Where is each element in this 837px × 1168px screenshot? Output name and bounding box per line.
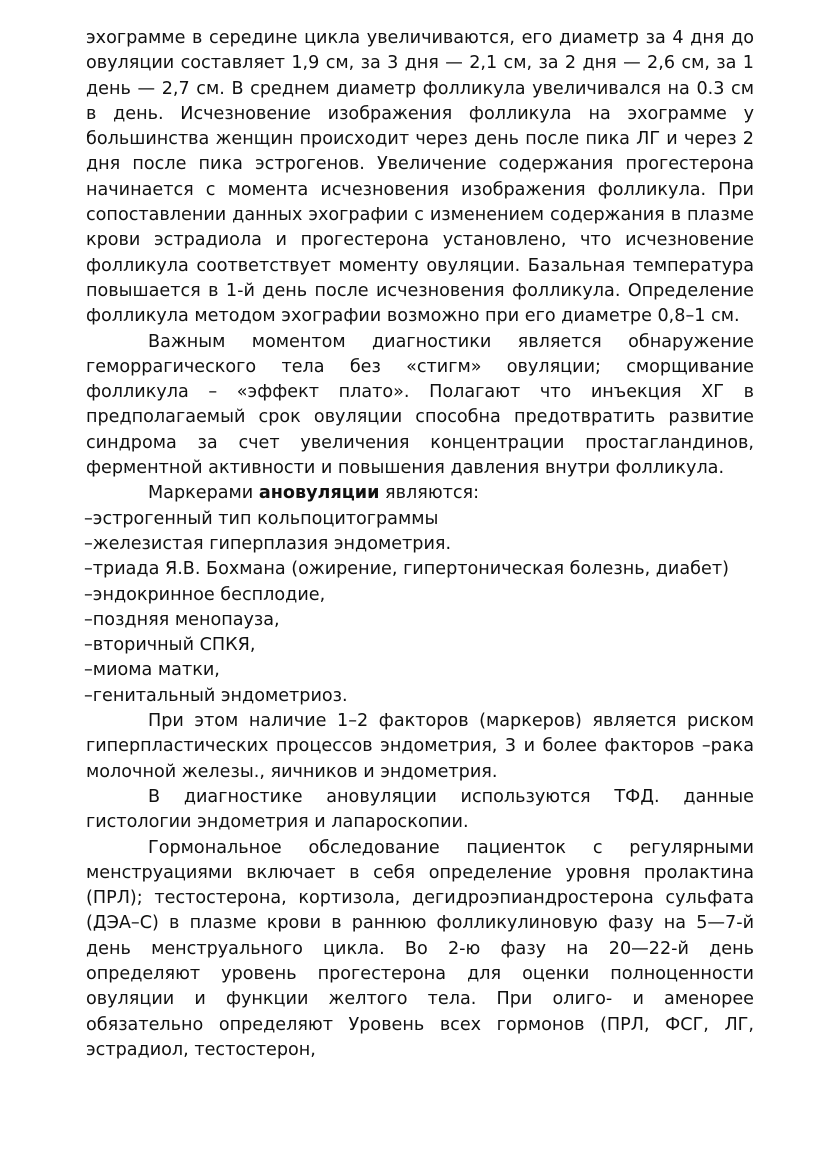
- markers-list: [84, 507, 754, 709]
- paragraph-hormonal-examination: Гормональное обследование пациенток с регулярными менструациями включает в себя определение уровня пролактина (ПРЛ); тестостерона, кортизола, дегидроэпиандростерона сульфата (ДЭА–С) в плазме крови в раннюю фолликулиновую фазу на 5—7-й день менструального цикла. Во 2-ю фазу на 20—22-й день определяют уровень прогестерона для оценки полноценности овуляции и функции желтого тела. При олиго- и аменорее обязательно определяют Уровень всех гормонов (ПРЛ, ФСГ, ЛГ, эстрадиол, тестостерон,: [86, 837, 754, 1060]
- markers-intro-prefix: Маркерами: [148, 483, 259, 504]
- list-item: –эстрогенный тип кольпоцитограммы: [84, 508, 439, 529]
- paragraph-anovulation-diagnostics: В диагностике ановуляции используются ТФД. данные гистологии эндометрия и лапароскопии.: [86, 786, 754, 833]
- list-item: –вторичный СПКЯ,: [84, 635, 256, 656]
- paragraph-echography: эхограмме в середине цикла увеличиваются, его диаметр за 4 дня до овуляции составляет 1,9 см, за 3 дня — 2,1 см, за 2 дня — 2,6 см, за 1 день — 2,7 см. В среднем диаметр фолликула увеличивался на 0.3 см в день. Исчезновение изображения фолликула на эхограмме у большинства женщин происходит через день после пика ЛГ и через 2 дня после пика эстрогенов. Увеличение содержания прогестерона начинается с момента исчезновения изображения фолликула. При сопоставлении данных эхографии с изменением содержания в плазме крови эстрадиола и прогестерона установлено, что исчезновение фолликула соответствует моменту овуляции. Базальная температура повышается в 1-й день после исчезновения фолликула. Определение фолликула методом эхографии возможно при его диаметре 0,8–1 см.: [86, 28, 754, 327]
- list-item: –генитальный эндометриоз.: [84, 685, 348, 706]
- paragraph-diagnostics: Важным моментом диагностики является обнаружение геморрагического тела без «стигм» овуляции; сморщивание фолликула – «эффект плато». Полагают что инъекция ХГ в предполагаемый срок овуляции способна предотвратить развитие синдрома за счет увеличения концентрации простагландинов, ферментной активности и повышения давления внутри фолликула.: [86, 331, 754, 479]
- paragraph-risk-factors: При этом наличие 1–2 факторов (маркеров) является риском гиперпластических процессов эндометрия, 3 и более факторов –рака молочной железы., яичников и эндометрия.: [86, 711, 754, 782]
- document-page: [86, 26, 754, 1063]
- list-item: –триада Я.В. Бохмана (ожирение, гипертоническая болезнь, диабет): [84, 559, 729, 580]
- markers-intro-keyword: ановуляции: [258, 483, 380, 504]
- list-item: –железистая гиперплазия эндометрия.: [84, 533, 452, 554]
- paragraph-markers-intro: [86, 481, 754, 506]
- list-item: –миома матки,: [84, 660, 220, 681]
- markers-intro-suffix: являются:: [379, 483, 480, 504]
- list-item: –эндокринное бесплодие,: [84, 584, 326, 605]
- list-item: –поздняя менопауза,: [84, 609, 280, 630]
